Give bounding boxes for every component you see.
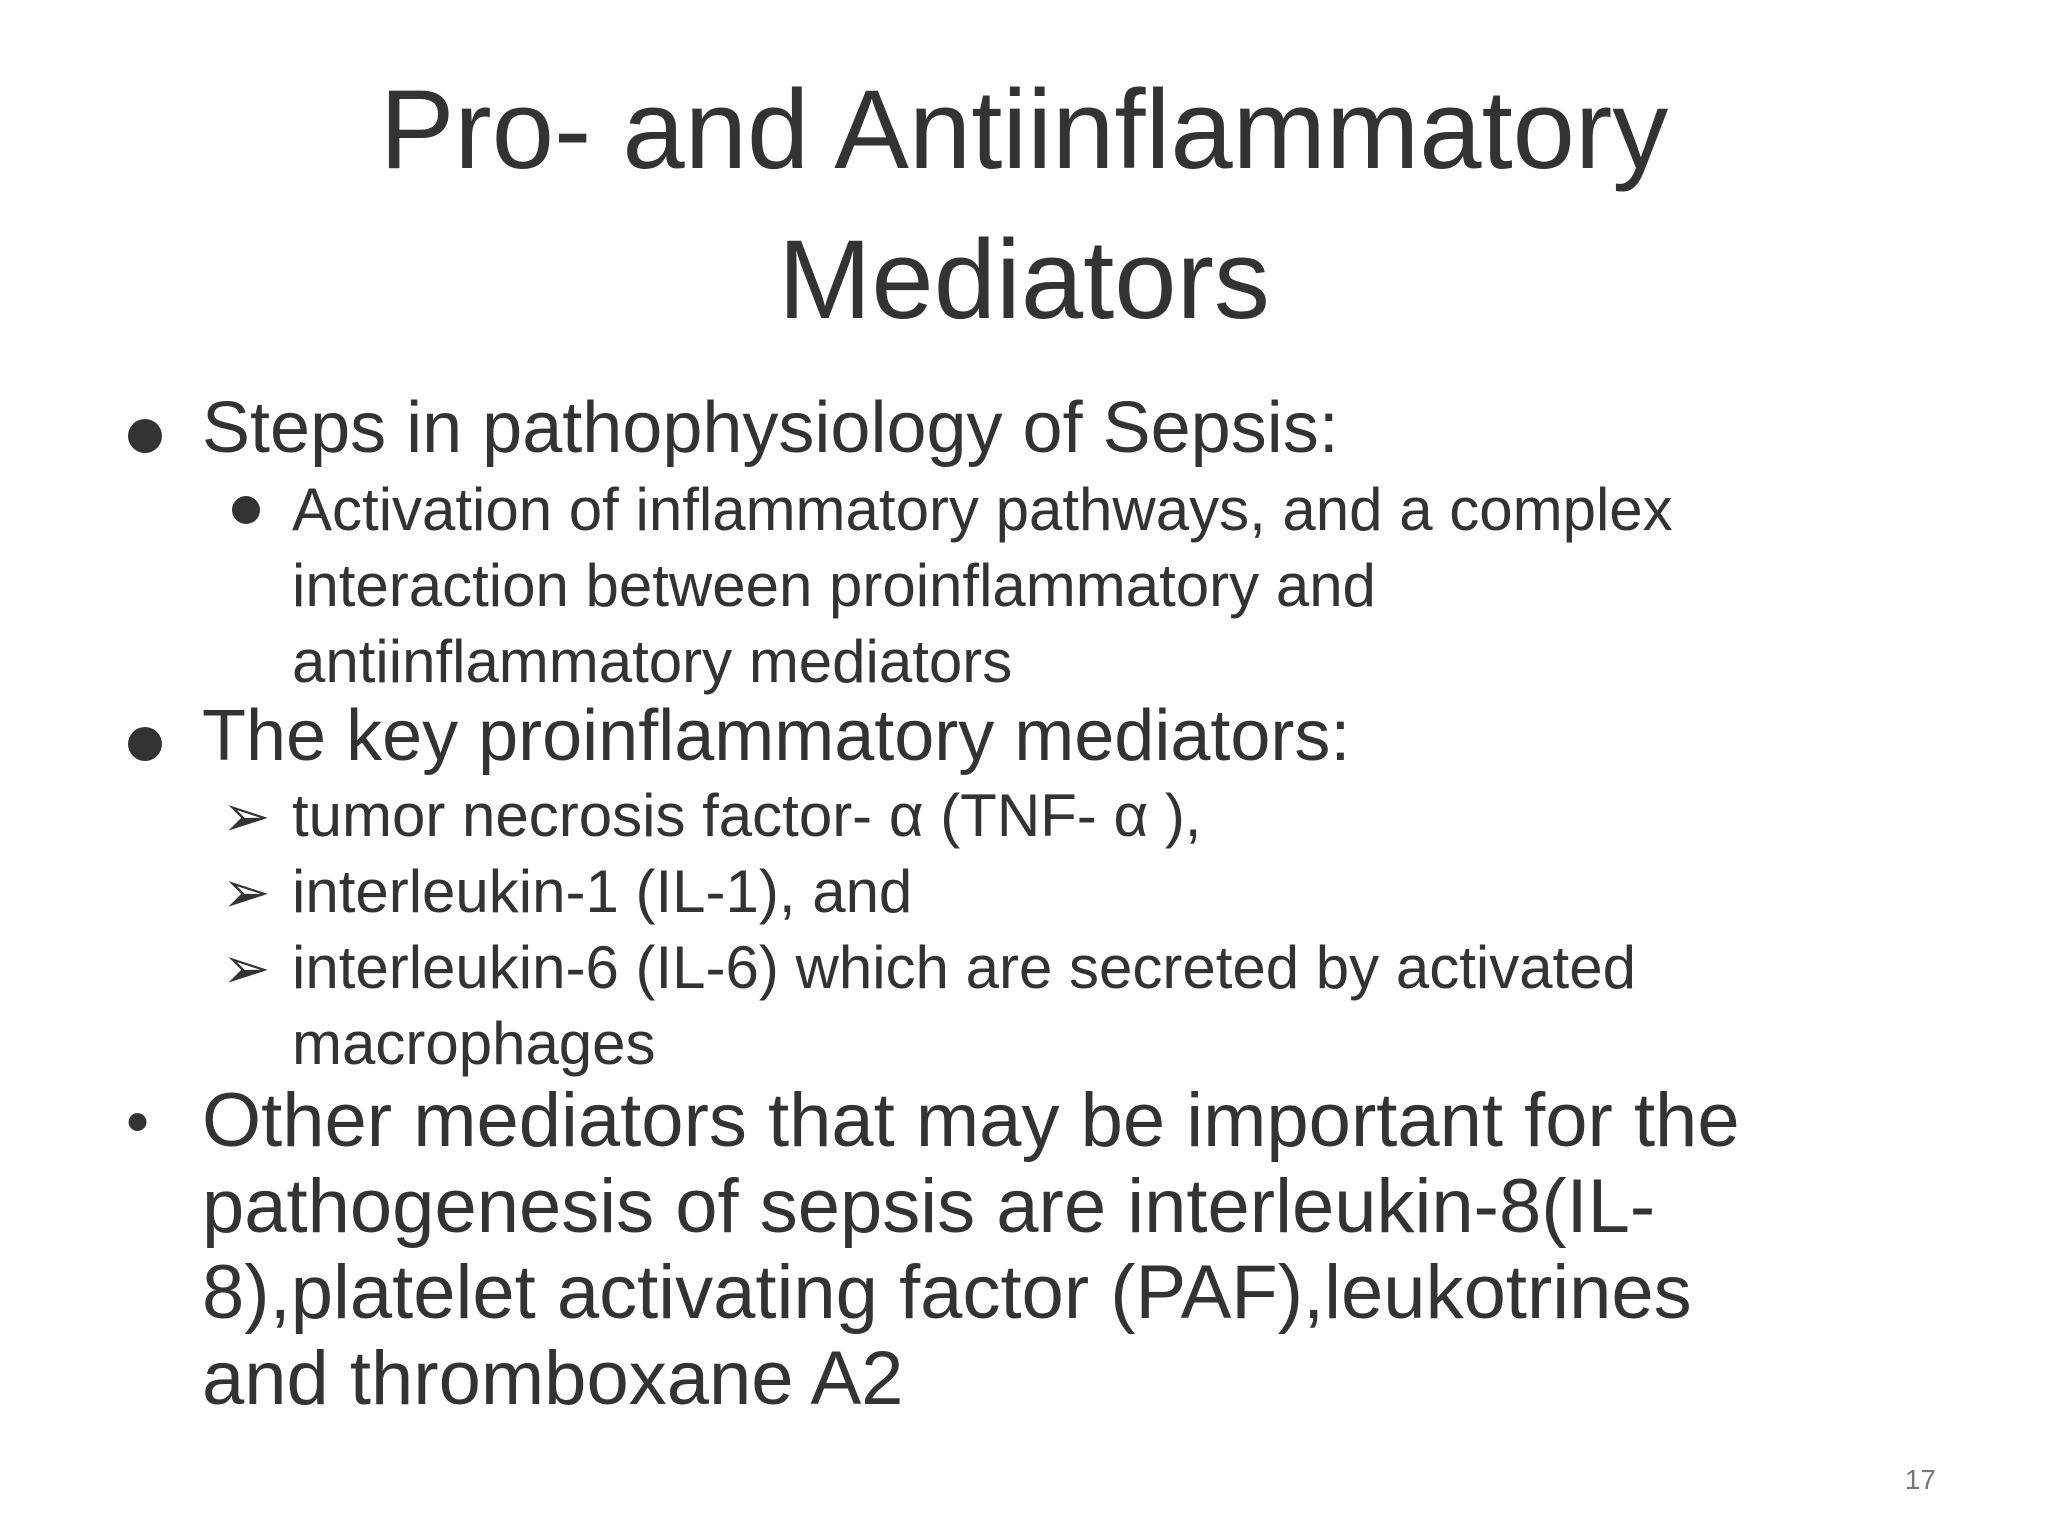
bullet-2-text: The key proinflammatory mediators: — [202, 696, 1351, 776]
arrow-bullet-icon: ➢ — [222, 934, 271, 1002]
arrow-item-line: macrophages — [292, 1010, 656, 1077]
sub-line: Activation of inflammatory pathways, and a complex — [292, 476, 1673, 543]
arrow-bullet-icon: ➢ — [222, 858, 271, 926]
arrow-item-text: tumor necrosis factor- α (TNF- α ), — [292, 782, 1202, 849]
bullet-dot — [128, 419, 162, 453]
arrow-item-text: interleukin-1 (IL-1), and — [292, 858, 913, 925]
bullet-3-line: pathogenesis of sepsis are interleukin-8(IL- — [202, 1164, 1656, 1249]
title-line-1: Pro- and Antiinflammatory — [379, 67, 1669, 192]
arrow-item-line: interleukin-6 (IL-6) which are secreted by activated — [292, 934, 1636, 1001]
sub-bullet-dot — [232, 496, 260, 524]
bullet-3-line: 8),platelet activating factor (PAF),leukotrines — [202, 1250, 1692, 1335]
sub-line: antiinflammatory mediators — [292, 628, 1013, 695]
bullet-1-sub-text — [292, 472, 1673, 700]
bullet-3-line: and thromboxane A2 — [202, 1336, 904, 1421]
arrow-item-text — [292, 930, 1636, 1082]
bullet-dot: • — [126, 1084, 150, 1158]
arrow-bullet-icon: ➢ — [222, 782, 271, 850]
sub-line: interaction between proinflammatory and — [292, 552, 1376, 619]
title-line-2: Mediators — [778, 217, 1270, 342]
bullet-3-text — [202, 1078, 1902, 1422]
bullet-3-line: Other mediators that may be important for the — [202, 1078, 1740, 1163]
page-number: 17 — [1904, 1464, 1936, 1495]
bullet-1-text: Steps in pathophysiology of Sepsis: — [202, 388, 1339, 468]
bullet-dot — [128, 727, 162, 761]
